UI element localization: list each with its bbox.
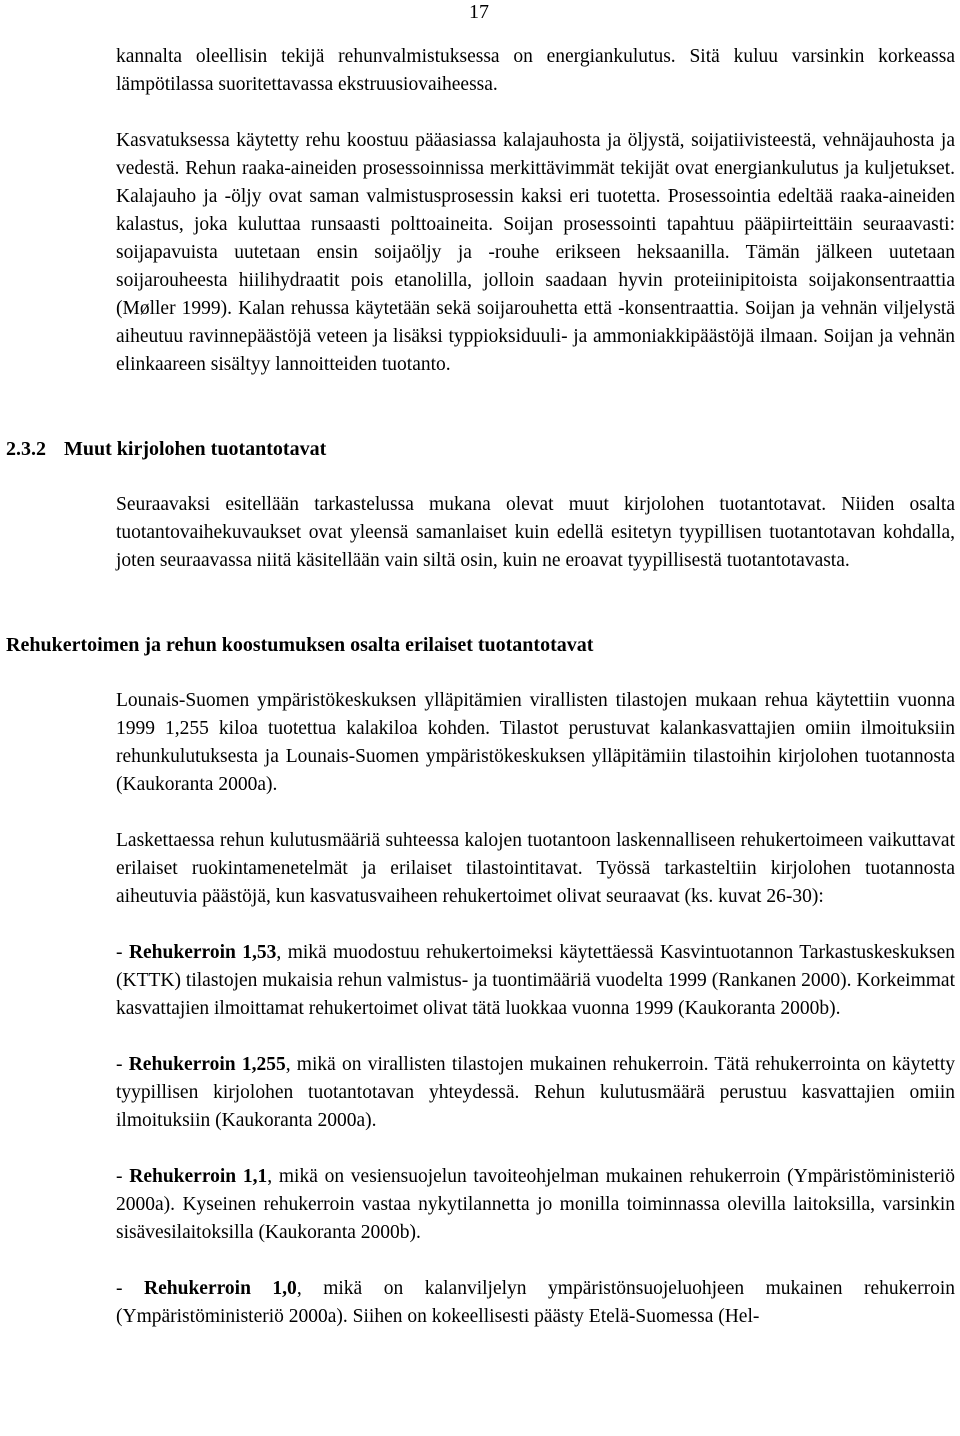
list-item-text: , mikä on vesiensuojelun tavoiteohjelman mukainen rehukerroin (Ympäristöministeriö 2000a). Kyseinen rehukerroin vastaa nykytilannetta jo monilla toiminnassa olevilla laitoksilla, varsinkin sisävesilaitoksilla (Kaukoranta 2000b). — [116, 1166, 956, 1243]
list-item-prefix: - — [116, 942, 129, 963]
paragraph: Lounais-Suomen ympäristökeskuksen ylläpitämien virallisten tilastojen mukaan rehua käytettiin vuonna 1999 1,255 kiloa tuotettua kalakiloa kohden. Tilastot perustuvat kalankasvattajien omiin ilmoituksiin rehunkulutuksesta ja Lounais-Suomen ympäristökeskuksen ylläpitämiin tilastoihin kirjolohen tuotannosta (Kaukoranta 2000a). — [116, 690, 955, 795]
section-title: Muut kirjolohen tuotantotavat — [64, 438, 327, 460]
list-item-text: , mikä on virallisten tilastojen mukainen rehukerroin. Tätä rehukerrointa on käytetty tyypillisen kirjolohen tuotantotavan yhteydessä. Rehun kulutusmäärä perustuu kasvattajien omiin ilmoituksiin (Kaukoranta 2000a). — [116, 1054, 955, 1131]
paragraph: Seuraavaksi esitellään tarkastelussa mukana olevat muut kirjolohen tuotantotavat. Niiden osalta tuotantovaihekuvaukset ovat yleensä samanlaiset kuin edellä esitetyn tyypillisen tuotantotavan kohdalla, joten seuraavassa niitä käsitellään vain siltä osin, kuin ne eroavat tyypillisestä tuotantotavasta. — [116, 494, 955, 571]
list-item — [0, 1163, 960, 1247]
list-item-term: Rehukerroin 1,1 — [129, 1166, 268, 1187]
list-item-term: Rehukerroin 1,255 — [128, 1054, 286, 1075]
spacer — [0, 407, 960, 435]
list-item-prefix: - — [116, 1278, 145, 1299]
list-item — [0, 1051, 960, 1135]
section-number: 2.3.2 — [6, 438, 46, 460]
page-number: 17 — [469, 1, 489, 23]
subheading: Rehukertoimen ja rehun koostumuksen osalta erilaiset tuotantotavat — [6, 634, 594, 656]
spacer — [0, 603, 960, 631]
list-item-term: Rehukerroin 1,0 — [144, 1278, 297, 1299]
list-item — [0, 1275, 960, 1331]
list-item-prefix: - — [116, 1166, 130, 1187]
list-item-term: Rehukerroin 1,53 — [128, 942, 277, 963]
spacer — [0, 463, 960, 491]
section-heading — [0, 435, 960, 463]
document-page — [0, 43, 960, 1359]
list-item-prefix: - — [116, 1054, 129, 1075]
paragraph: kannalta oleellisin tekijä rehunvalmistuksessa on energiankulutus. Sitä kuluu varsinkin korkeassa lämpötilassa suoritettavassa ekstruusiovaiheessa. — [116, 46, 955, 95]
list-item — [0, 939, 960, 1023]
paragraph: Laskettaessa rehun kulutusmääriä suhteessa kalojen tuotantoon laskennalliseen rehukertoimeen vaikuttavat erilaiset ruokintamenetelmät ja erilaiset tilastointitavat. Työssä tarkasteltiin kirjolohen tuotannosta aiheutuvia päästöjä, kun kasvatusvaiheen rehukertoimet olivat seuraavat (ks. kuvat 26-30): — [116, 830, 955, 907]
paragraph: Kasvatuksessa käytetty rehu koostuu pääasiassa kalajauhosta ja öljystä, soijatiivisteestä, vehnäjauhosta ja vedestä. Rehun raaka-aineiden prosessoinnissa merkittävimmät tekijät ovat energiankulutus ja kuljetukset. Kalajauho ja -öljy ovat saman valmistusprosessin kaksi eri tuotetta. Prosessointia edeltää raaka-aineiden kalastus, joka kuluttaa runsaasti polttoaineita. Soijan prosessointi tapahtuu pääpiirteittäin seuraavasti: soijapavuista uutetaan ensin soijaöljy ja -rouhe erikseen heksaanilla. Tämän jälkeen uutetaan soijarouheesta hiilihydraatit pois etanolilla, jolloin saadaan hyvin proteiinipitoista soijakonsentraattia (Møller 1999). Kalan rehussa käytetään sekä soijarouhetta että -konsentraattia. Soijan ja vehnän viljelystä aiheutuu ravinnepäästöjä veteen ja lisäksi typpioksiduuli- ja ammoniakkipäästöjä ilmaan. Soijan ja vehnän elinkaareen sisältyy lannoitteiden tuotanto. — [116, 130, 955, 375]
list-item-text: , mikä on kalanviljelyn ympäristönsuojeluohjeen mukainen rehukerroin (Ympäristöministeriö 2000a). Siihen on kokeellisesti päästy Etelä-Suomessa (Hel- — [116, 1278, 955, 1327]
list-item-text: , mikä muodostuu rehukertoimeksi käytettäessä Kasvintuotannon Tarkastuskeskuksen (KTTK) tilastojen mukaisia rehun valmistus- ja tuontimääriä vuodelta 1999 (Rankanen 2000). Korkeimmat kasvattajien ilmoittamat rehukertoimet olivat tätä luokkaa vuonna 1999 (Kaukoranta 2000b). — [116, 942, 955, 1019]
spacer — [0, 659, 960, 687]
